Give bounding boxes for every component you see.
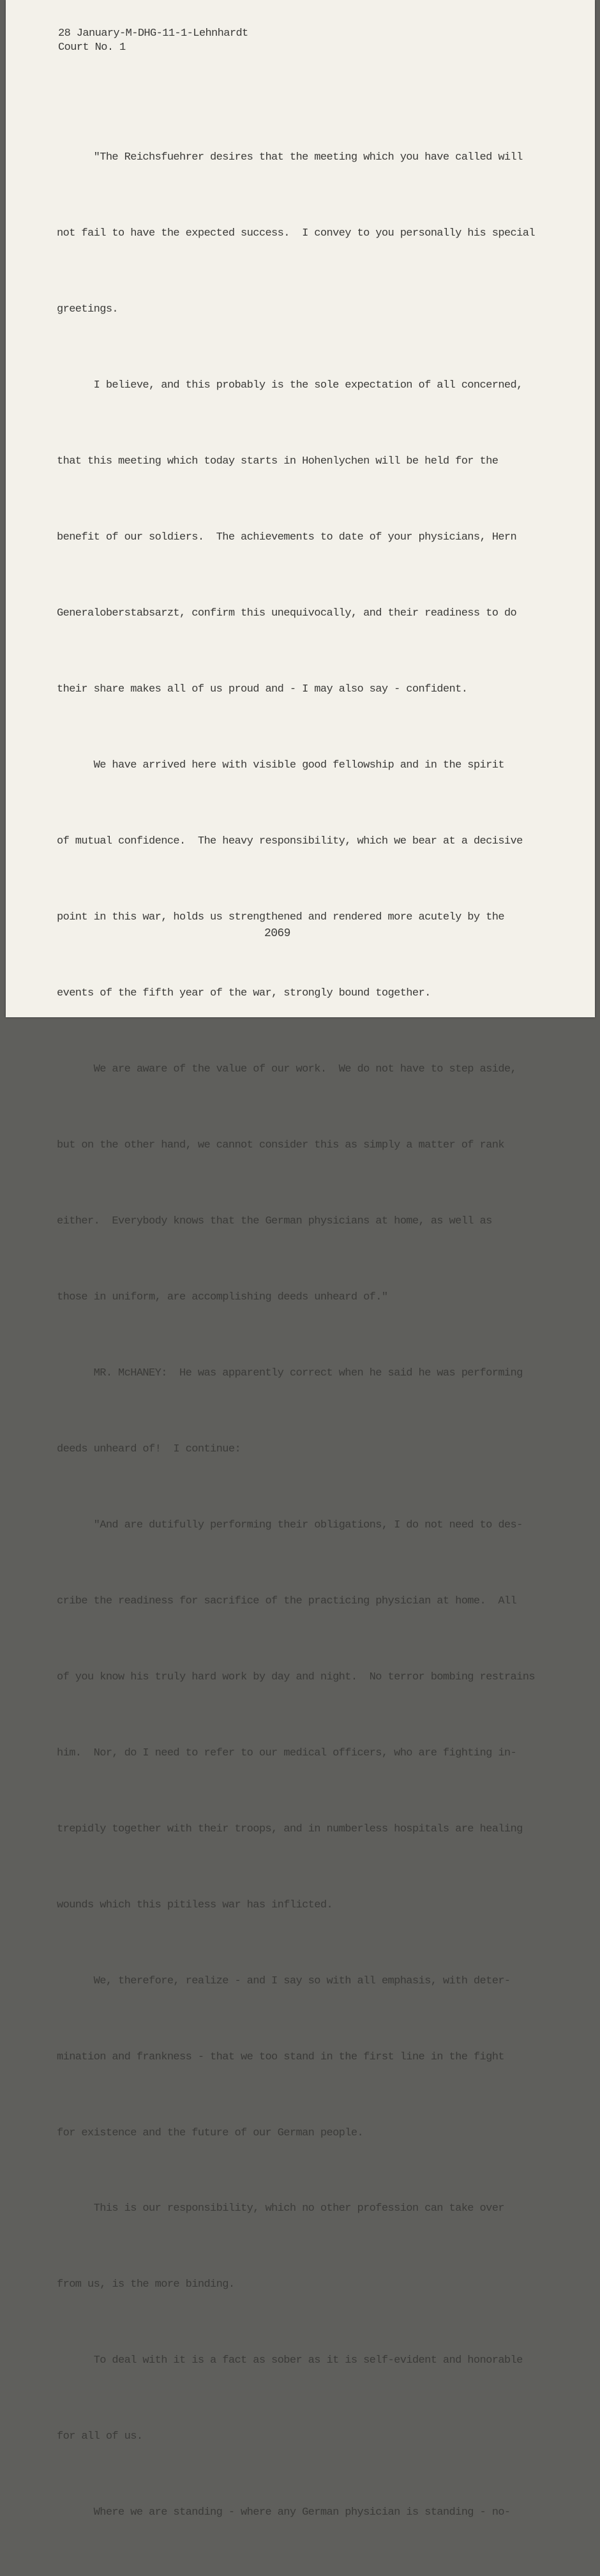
text-line: We, therefore, realize - and I say so with all emphasis, with deter- [57, 1974, 511, 1987]
text-line: I believe, and this probably is the sole expectation of all concerned, [57, 379, 523, 392]
text-line: benefit of our soldiers. The achievements to date of your physicians, Hern [57, 531, 517, 544]
text-line: We have arrived here with visible good fellowship and in the spirit [57, 759, 504, 772]
text-line: of you know his truly hard work by day and night. No terror bombing restrains [57, 1671, 535, 1683]
text-line: mination and frankness - that we too stand in the first line in the fight [57, 2050, 504, 2063]
transcript-body [57, 95, 574, 2576]
text-line: "The Reichsfuehrer desires that the meeting which you have called will [57, 151, 523, 164]
text-line: To deal with it is a fact as sober as it is self-evident and honorable [57, 2354, 523, 2367]
text-line: Generaloberstabsarzt, confirm this unequivocally, and their readiness to do [57, 607, 517, 620]
text-line: their share makes all of us proud and - I may also say - confident. [57, 683, 468, 696]
text-line: either. Everybody knows that the German physicians at home, as well as [57, 1215, 492, 1227]
text-line: MR. McHANEY: He was apparently correct when he said he was performing [57, 1367, 523, 1379]
text-line: This is our responsibility, which no other profession can take over [57, 2202, 504, 2215]
page-number: 2069 [264, 927, 290, 940]
text-line: greetings. [57, 303, 119, 316]
text-line: trepidly together with their troops, and in numberless hospitals are healing [57, 1822, 523, 1835]
text-line: for existence and the future of our German people. [57, 2126, 364, 2139]
text-line: for all of us. [57, 2430, 143, 2443]
text-line: him. Nor, do I need to refer to our medical officers, who are fighting in- [57, 1746, 517, 1759]
text-line: those in uniform, are accomplishing deeds unheard of." [57, 1291, 388, 1303]
document-header [58, 27, 248, 55]
text-line: of mutual confidence. The heavy responsibility, which we bear at a decisive [57, 835, 523, 848]
header-line-1: 28 January-M-DHG-11-1-Lehnhardt [58, 27, 248, 40]
document-page [6, 0, 595, 2519]
text-line: cribe the readiness for sacrifice of the practicing physician at home. All [57, 1595, 517, 1607]
text-line: wounds which this pitiless war has inflicted. [57, 1898, 333, 1911]
text-line: We are aware of the value of our work. We do not have to step aside, [57, 1063, 517, 1075]
text-line: "And are dutifully performing their obligations, I do not need to des- [57, 1519, 523, 1531]
text-line: that this meeting which today starts in Hohenlychen will be held for the [57, 455, 499, 468]
text-line: point in this war, holds us strengthened and rendered more acutely by the [57, 911, 504, 923]
text-line: but on the other hand, we cannot consider this as simply a matter of rank [57, 1139, 504, 1151]
header-line-2: Court No. 1 [58, 42, 126, 54]
text-line: events of the fifth year of the war, strongly bound together. [57, 987, 431, 999]
text-line: not fail to have the expected success. I convey to you personally his special [57, 227, 535, 240]
text-line: deeds unheard of! I continue: [57, 1443, 241, 1455]
text-line: from us, is the more binding. [57, 2278, 235, 2291]
text-line: Where we are standing - where any German physician is standing - no- [57, 2506, 511, 2519]
